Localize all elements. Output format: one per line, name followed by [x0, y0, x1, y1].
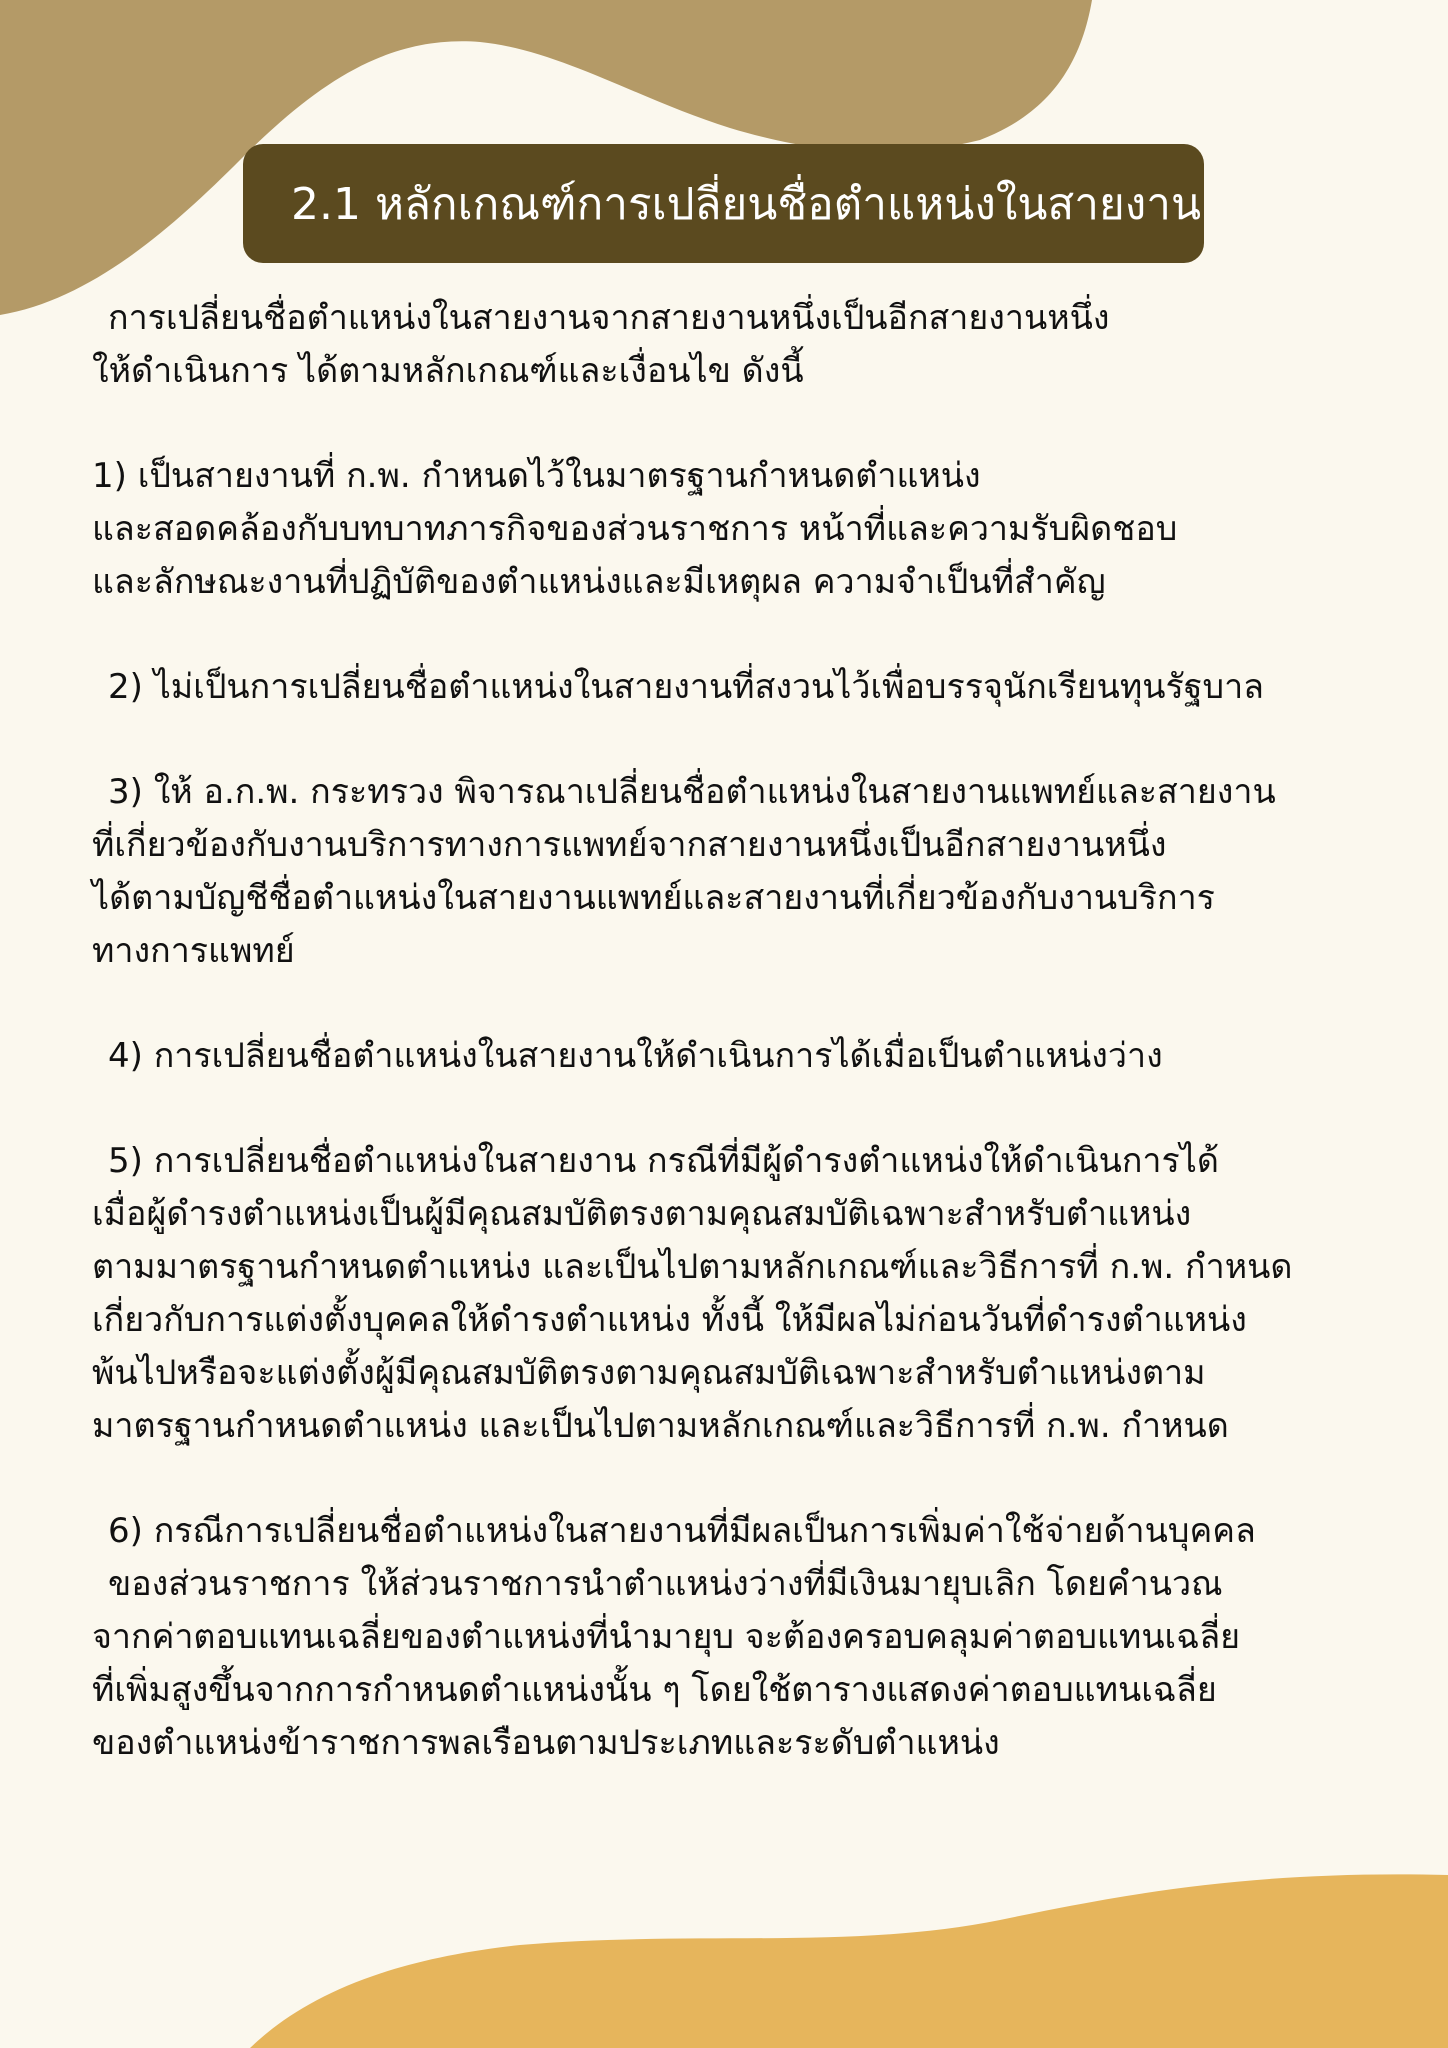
text-line: การเปลี่ยนชื่อตำแหน่งในสายงานจากสายงานหนึ่งเป็นอีกสายงานหนึ่ง: [108, 298, 1110, 338]
paragraph-item-2: [92, 661, 1392, 714]
paragraph-item-3: [92, 766, 1392, 978]
bottom-wave: [250, 1874, 1448, 2048]
text-line: เมื่อผู้ดำรงตำแหน่งเป็นผู้มีคุณสมบัติตรงตามคุณสมบัติเฉพาะสำหรับตำแหน่ง: [92, 1194, 1192, 1234]
text-line: 3) ให้ อ.ก.พ. กระทรวง พิจารณาเปลี่ยนชื่อตำแหน่งในสายงานแพทย์และสายงาน: [108, 772, 1276, 812]
text-line: พ้นไปหรือจะแต่งตั้งผู้มีคุณสมบัติตรงตามคุณสมบัติเฉพาะสำหรับตำแหน่งตาม: [92, 1353, 1206, 1393]
paragraph-intro: [92, 292, 1392, 398]
title-banner: [243, 144, 1204, 263]
text-line: มาตรฐานกำหนดตำแหน่ง และเป็นไปตามหลักเกณฑ์และวิธีการที่ ก.พ. กำหนด: [92, 1406, 1229, 1446]
text-line: 6) กรณีการเปลี่ยนชื่อตำแหน่งในสายงานที่มีผลเป็นการเพิ่มค่าใช้จ่ายด้านบุคคล: [108, 1511, 1256, 1551]
text-line: ทางการแพทย์: [92, 931, 295, 971]
paragraph-item-6: [92, 1505, 1392, 1770]
paragraph-item-5: [92, 1135, 1392, 1453]
page-title: 2.1 หลักเกณฑ์การเปลี่ยนชื่อตำแหน่งในสายงาน: [291, 178, 1202, 230]
paragraph-item-1: [92, 450, 1392, 609]
text-line: ของส่วนราชการ ให้ส่วนราชการนำตำแหน่งว่างที่มีเงินมายุบเลิก โดยคำนวณ: [108, 1564, 1223, 1604]
text-line: 4) การเปลี่ยนชื่อตำแหน่งในสายงานให้ดำเนินการได้เมื่อเป็นตำแหน่งว่าง: [108, 1036, 1163, 1076]
text-line: 1) เป็นสายงานที่ ก.พ. กำหนดไว้ในมาตรฐานกำหนดตำแหน่ง: [92, 456, 981, 496]
text-line: ได้ตามบัญชีชื่อตำแหน่งในสายงานแพทย์และสายงานที่เกี่ยวข้องกับงานบริการ: [92, 878, 1215, 918]
text-line: ที่เกี่ยวข้องกับงานบริการทางการแพทย์จากสายงานหนึ่งเป็นอีกสายงานหนึ่ง: [92, 825, 1167, 865]
text-line: 2) ไม่เป็นการเปลี่ยนชื่อตำแหน่งในสายงานที่สงวนไว้เพื่อบรรจุนักเรียนทุนรัฐบาล: [108, 667, 1265, 707]
text-line: ให้ดำเนินการ ได้ตามหลักเกณฑ์และเงื่อนไข ดังนี้: [92, 351, 804, 391]
text-line: และสอดคล้องกับบทบาทภารกิจของส่วนราชการ หน้าที่และความรับผิดชอบ: [92, 509, 1178, 549]
text-line: เกี่ยวกับการแต่งตั้งบุคคลให้ดำรงตำแหน่ง ทั้งนี้ ให้มีผลไม่ก่อนวันที่ดำรงตำแหน่ง: [92, 1300, 1247, 1340]
text-line: ที่เพิ่มสูงขึ้นจากการกำหนดตำแหน่งนั้น ๆ โดยใช้ตารางแสดงค่าตอบแทนเฉลี่ย: [92, 1670, 1217, 1710]
paragraph-item-4: [92, 1030, 1392, 1083]
document-body: [92, 292, 1392, 1822]
text-line: ของตำแหน่งข้าราชการพลเรือนตามประเภทและระดับตำแหน่ง: [92, 1723, 1000, 1763]
text-line: ตามมาตรฐานกำหนดตำแหน่ง และเป็นไปตามหลักเกณฑ์และวิธีการที่ ก.พ. กำหนด: [92, 1247, 1293, 1287]
text-line: จากค่าตอบแทนเฉลี่ยของตำแหน่งที่นำมายุบ จะต้องครอบคลุมค่าตอบแทนเฉลี่ย: [92, 1617, 1241, 1657]
text-line: 5) การเปลี่ยนชื่อตำแหน่งในสายงาน กรณีที่มีผู้ดำรงตำแหน่งให้ดำเนินการได้: [108, 1141, 1219, 1181]
text-line: และลักษณะงานที่ปฏิบัติของตำแหน่งและมีเหตุผล ความจำเป็นที่สำคัญ: [92, 562, 1106, 602]
